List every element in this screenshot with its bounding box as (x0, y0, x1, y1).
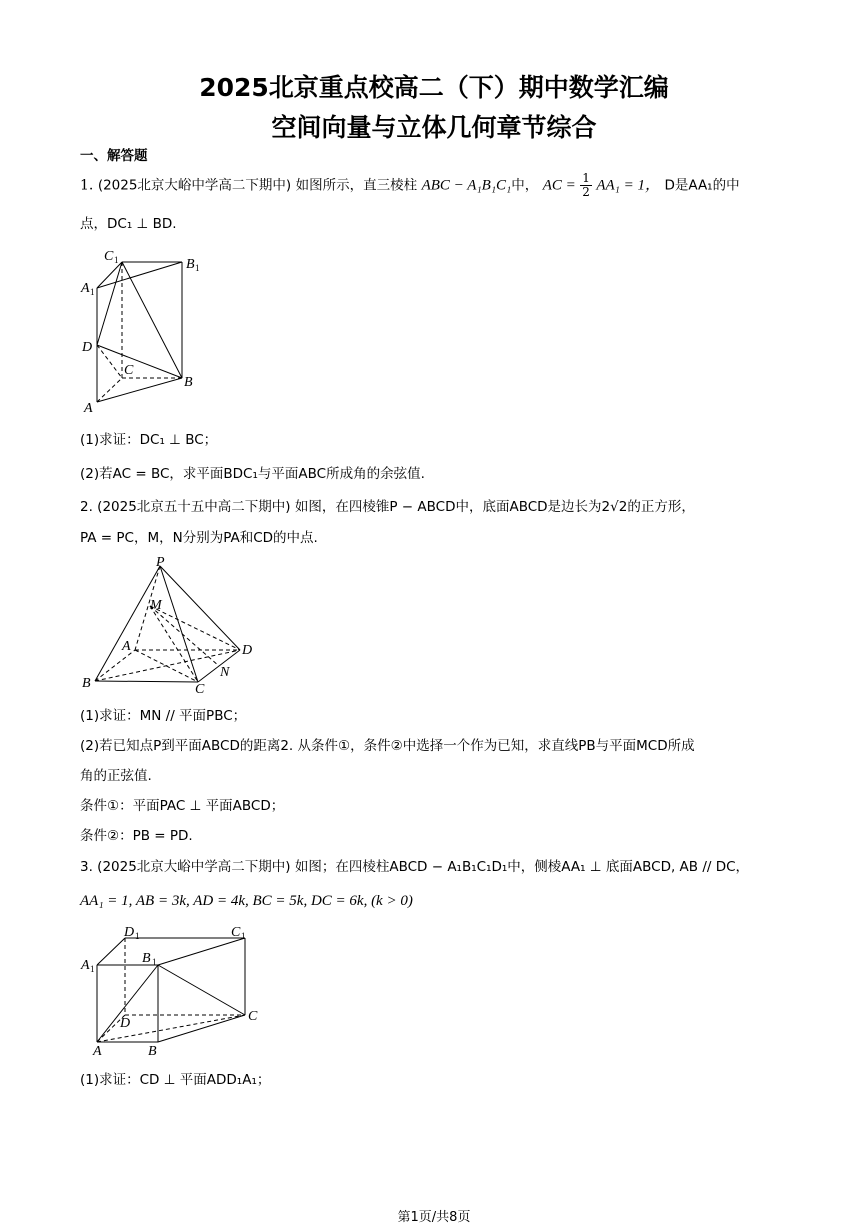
svg-text:1: 1 (135, 931, 140, 941)
page-footer: 第1页/共8页 (397, 1210, 471, 1225)
svg-text:1: 1 (90, 287, 95, 297)
label-A1: A (81, 281, 90, 296)
problem-3-q1: (1)求证：CD ⊥ 平面ADD₁A₁； (80, 1072, 271, 1088)
problem-2-line-2: PA = PC，M，N分别为PA和CD的中点. (80, 530, 318, 546)
problem-1-line-1: 1. (2025北京大峪中学高二下期中) 如图所示，直三棱柱 ABC − A₁B₁C₁中， AC = $\frac{1}{2}$ AA₁ = 1， D是AA₁的中 (80, 171, 740, 199)
problem-2-condition-1: 条件①：平面PAC ⊥ 平面ABCD； (80, 798, 285, 814)
label-M: M (150, 598, 162, 613)
label-C1: C (231, 925, 241, 940)
fraction-one-half: $\frac{1}{2}$ (582, 171, 590, 199)
label-A: A (122, 639, 131, 654)
label-D1: D (124, 925, 135, 940)
problem-2-line-1: 2. (2025北京五十五中高二下期中) 如图，在四棱锥P − ABCD中，底面ABCD是边长为2√2的正方形， (80, 499, 695, 515)
label-C: C (195, 682, 205, 697)
section-heading: 一、解答题 (80, 148, 148, 164)
label-B1: B (142, 951, 151, 966)
problem-2-q1: (1)求证：MN // 平面PBC； (80, 708, 247, 724)
label-C1: C (104, 249, 114, 264)
svg-text:1: 1 (114, 255, 119, 265)
svg-text:1: 1 (241, 931, 246, 941)
label-D: D (242, 643, 253, 658)
prism-figure-1 (80, 250, 220, 420)
label-C: C (124, 363, 134, 378)
label-C: C (248, 1009, 258, 1024)
label-D: D (120, 1016, 131, 1031)
svg-text:1: 1 (90, 964, 95, 974)
problem-2-condition-2: 条件②：PB = PD. (80, 828, 193, 844)
problem-1-q1: (1)求证：DC₁ ⊥ BC； (80, 432, 218, 448)
label-A1: A (81, 958, 90, 973)
doc-subtitle: 空间向量与立体几何章节综合 (271, 113, 597, 142)
prism-figure-3 (80, 922, 270, 1062)
label-A: A (93, 1044, 102, 1059)
problem-3-line-1: 3. (2025北京大峪中学高二下期中) 如图；在四棱柱ABCD − A₁B₁C₁D₁中，侧棱AA₁ ⊥ 底面ABCD, AB // DC， (80, 859, 750, 875)
problem-3-line-2: AA₁ = 1, AB = 3k, AD = 4k, BC = 5k, DC = 6k, (k > 0) (80, 893, 413, 909)
problem-1-q2: (2)若AC = BC，求平面BDC₁与平面ABC所成角的余弦值. (80, 466, 425, 482)
label-B: B (184, 375, 193, 390)
problem-2-q2-line-2: 角的正弦值. (80, 768, 152, 784)
label-B1: B (186, 257, 195, 272)
label-N: N (220, 665, 230, 680)
doc-title: 2025北京重点校高二（下）期中数学汇编 (199, 73, 669, 102)
svg-text:1: 1 (195, 263, 200, 273)
pyramid-figure-2 (80, 556, 260, 696)
label-B: B (148, 1044, 157, 1059)
label-A: A (84, 401, 93, 416)
label-P: P (156, 555, 165, 570)
label-B: B (82, 676, 91, 691)
label-D: D (82, 340, 93, 355)
problem-2-q2-line-1: (2)若已知点P到平面ABCD的距离2. 从条件①，条件②中选择一个作为已知，求直线PB与平面MCD所成 (80, 738, 695, 754)
svg-text:1: 1 (152, 957, 157, 967)
problem-1-line-2: 点，DC₁ ⊥ BD. (80, 216, 177, 232)
